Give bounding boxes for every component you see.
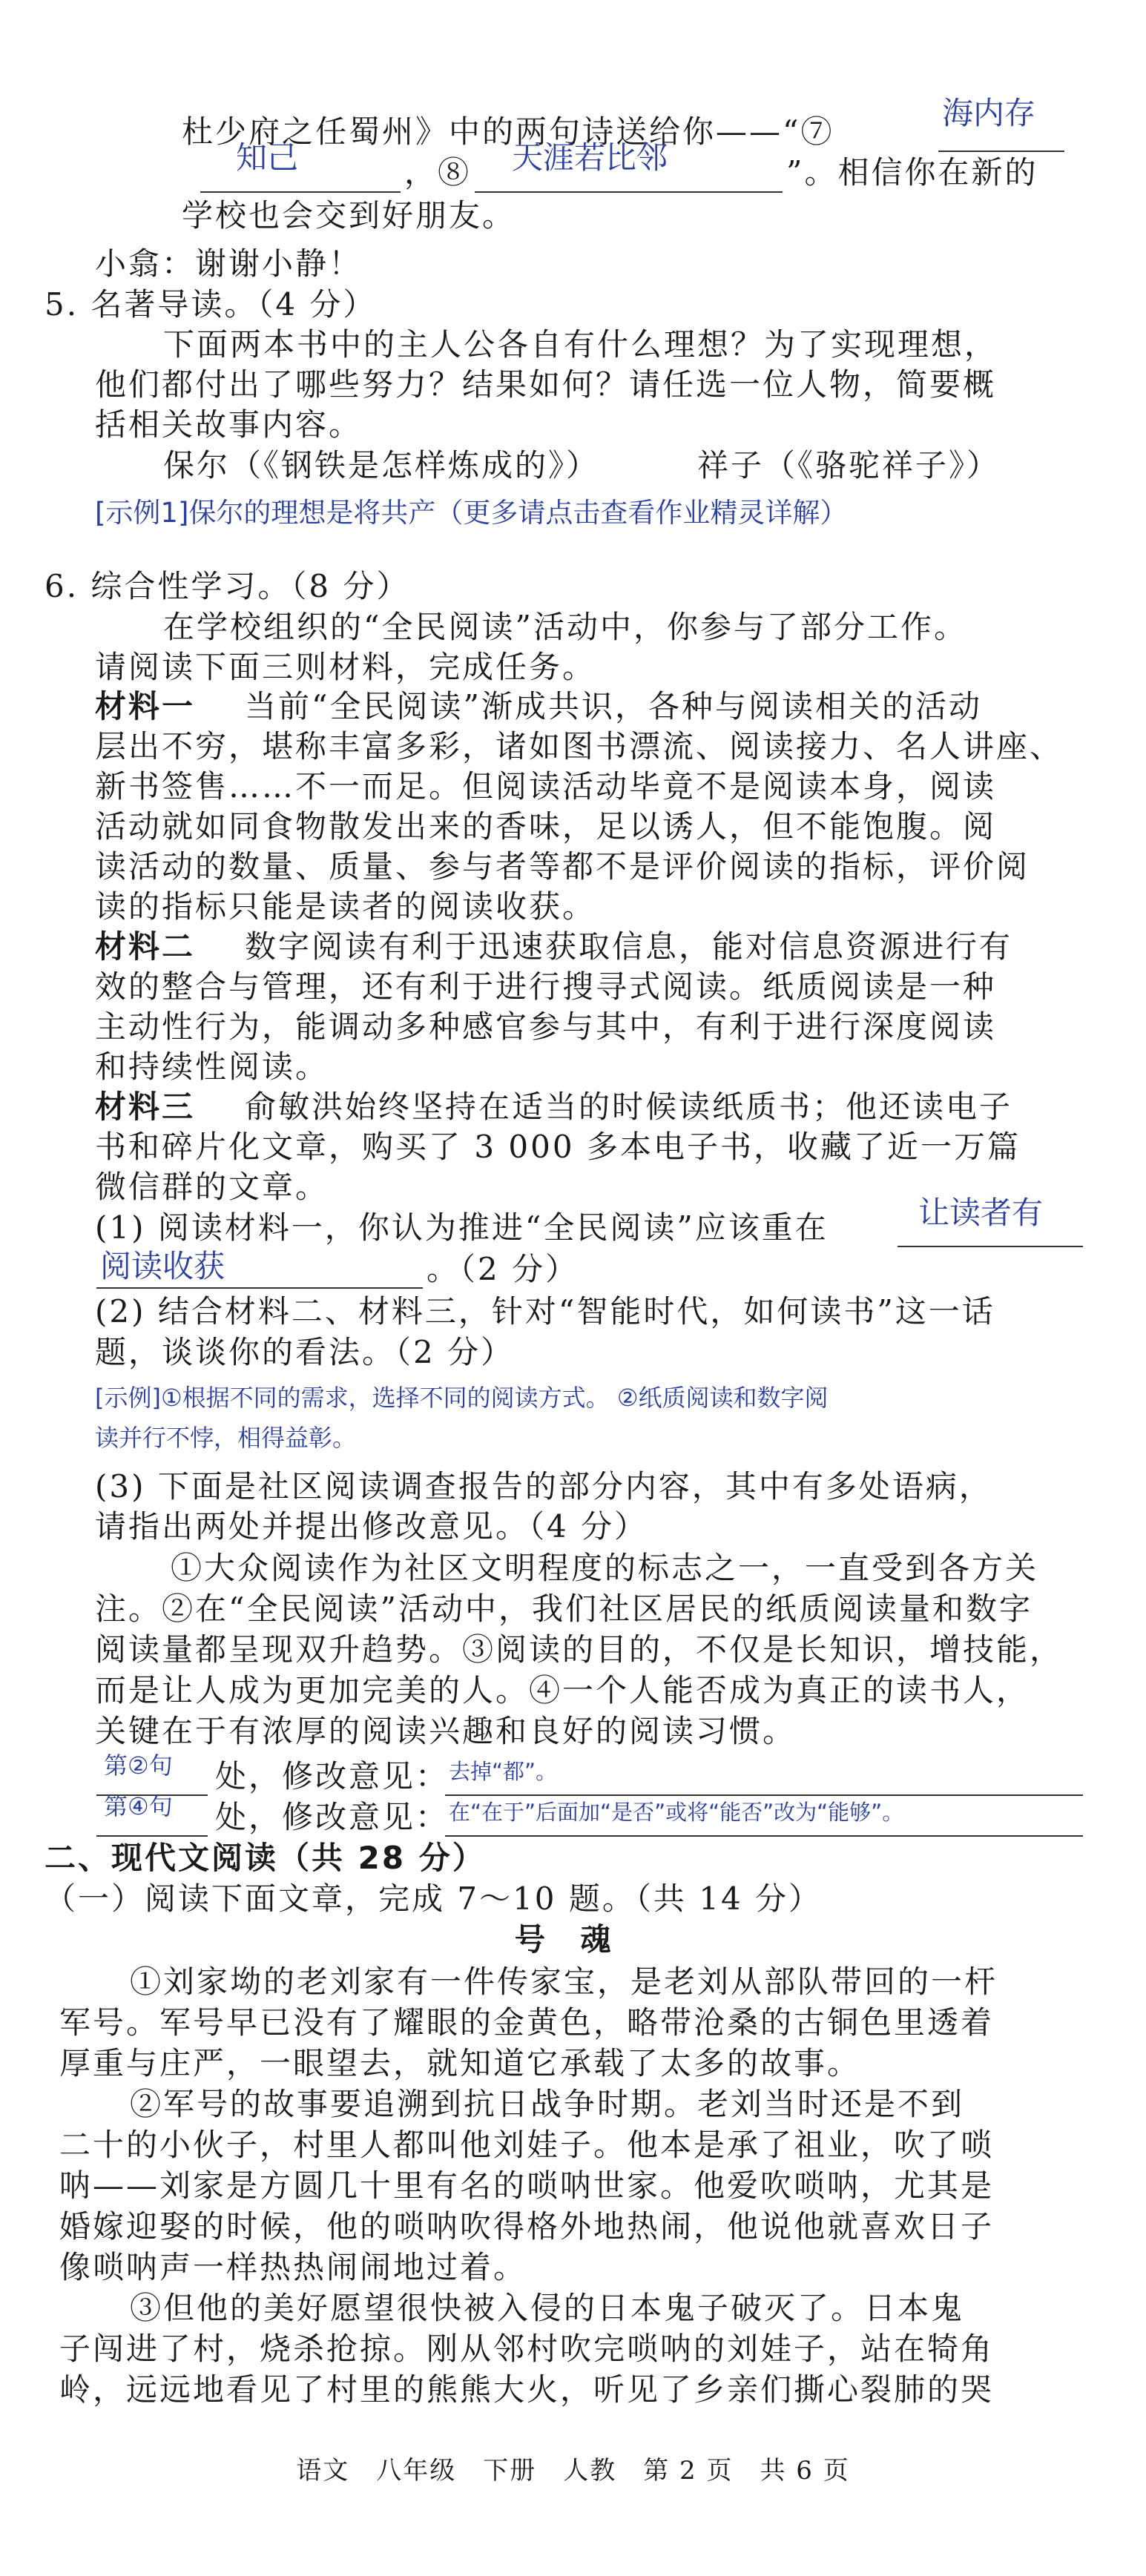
text-line: 主动性行为，能调动多种感官参与其中，有利于进行深度阅读 (95, 1008, 997, 1045)
material-label: 材料二 (95, 928, 196, 965)
text-line: （一）阅读下面文章，完成 7～10 题。（共 14 分） (45, 1880, 823, 1917)
text-line: 请指出两处并提出修改意见。（4 分） (95, 1508, 648, 1545)
text-line: 杜少府之任蜀州》中的两句诗送给你——“⑦ (182, 113, 834, 150)
text-line: ，⑧ (404, 154, 472, 191)
text-line: 处，修改意见： (215, 1758, 449, 1794)
answer-6-3a-fix: 去掉“都”。 (449, 1759, 558, 1784)
text-line: 数字阅读有利于迅速获取信息，能对信息资源进行有 (245, 928, 1013, 965)
text-line: 军号。军号早已没有了耀眼的金黄色，略带沧桑的古铜色里透着 (59, 2004, 995, 2041)
text-line: 二、现代文阅读（共 28 分） (45, 1840, 486, 1876)
text-line: 微信群的文章。 (95, 1169, 329, 1205)
text-line: 和持续性阅读。 (95, 1048, 329, 1085)
text-line: 读活动的数量、质量、参与者等都不是评价阅读的指标，评价阅 (95, 848, 1030, 885)
text-line: 处，修改意见： (215, 1799, 449, 1835)
text-line: ”。相信你在新的 (786, 154, 1038, 191)
answer-6-3b-position: 第④句 (104, 1792, 173, 1820)
answer-6-1a: 让读者有 (918, 1195, 1044, 1231)
text-line: (1) 阅读材料一，你认为推进“全民阅读”应该重在 (95, 1209, 829, 1246)
blank-7b-line (200, 191, 401, 193)
text-line: 当前“全民阅读”渐成共识，各种与阅读相关的活动 (245, 688, 982, 724)
text-line: (3) 下面是社区阅读调查报告的部分内容，其中有多处语病， (95, 1468, 992, 1505)
blank-6-3b-pos-line (96, 1835, 208, 1837)
text-line: 岭，远远地看见了村里的熊熊大火，听见了乡亲们撕心裂肺的哭 (59, 2371, 995, 2408)
text-line: 保尔（《钢铁是怎样炼成的》） (163, 447, 600, 483)
answer-6-3a-position: 第②句 (104, 1751, 173, 1780)
text-line: 在学校组织的“全民阅读”活动中，你参与了部分工作。 (163, 609, 967, 645)
text-line: 题，谈谈你的看法。（2 分） (95, 1334, 515, 1370)
answer-7: 海内存 (942, 95, 1036, 131)
text-line: 注。②在“全民阅读”活动中，我们社区居民的纸质阅读量和数字 (95, 1591, 1033, 1627)
text-line: 学校也会交到好朋友。 (182, 197, 516, 234)
material-label: 材料三 (95, 1089, 196, 1125)
text-line: 小翕：谢谢小静！ (95, 245, 363, 282)
text-line: 关键在于有浓厚的阅读兴趣和良好的阅读习惯。 (95, 1713, 797, 1749)
blank-6-1-line (898, 1246, 1083, 1247)
text-line: 祥子（《骆驼祥子》） (697, 447, 1001, 483)
blank-6-3b-fix-line (445, 1835, 1083, 1837)
text-line: 6. 综合性学习。（8 分） (45, 568, 410, 604)
text-line: ③但他的美好愿望很快被入侵的日本鬼子破灭了。日本鬼 (130, 2290, 965, 2326)
text-line: 层出不穷，堪称丰富多彩，诸如图书漂流、阅读接力、名人讲座、 (95, 728, 1064, 764)
text-line: 厚重与庄严，一眼望去，就知道它承载了太多的故事。 (59, 2045, 861, 2081)
blank-8-line (475, 191, 783, 193)
text-line: (2) 结合材料二、材料三，针对“智能时代，如何读书”这一话 (95, 1293, 995, 1330)
text-line: 书和碎片化文章，购买了 3 000 多本电子书，收藏了近一万篇 (95, 1129, 1021, 1165)
text-line: 5. 名著导读。（4 分） (45, 286, 377, 323)
text-line: 俞敏洪始终坚持在适当的时候读纸质书；他还读电子 (245, 1089, 1013, 1125)
material-label: 材料一 (95, 688, 196, 724)
text-line: 二十的小伙子，村里人都叫他刘娃子。他本是承了祖业，吹了唢 (59, 2127, 995, 2163)
text-line: ①刘家坳的老刘家有一件传家宝，是老刘从部队带回的一杆 (130, 1964, 998, 2000)
text-line: 效的整合与管理，还有利于进行搜寻式阅读。纸质阅读是一种 (95, 968, 997, 1005)
text-line: 读的指标只能是读者的阅读收获。 (95, 888, 596, 925)
text-line: 而是让人成为更加完美的人。④一个人能否成为真正的读书人， (95, 1672, 1030, 1708)
blank-6-1b-line (96, 1287, 423, 1289)
text-line: 活动就如同食物散发出来的香味，足以诱人，但不能饱腹。阅 (95, 808, 997, 845)
answer-5: [示例1]保尔的理想是将共产（更多请点击查看作业精灵详解） (95, 497, 848, 529)
page-footer: 语文 八年级 下册 人教 第 2 页 共 6 页 (296, 2456, 850, 2486)
text-line: 子闯进了村，烧杀抢掠。刚从邻村吹完唢呐的刘娃子，站在犄角 (59, 2331, 995, 2367)
text-line: 阅读量都呈现双升趋势。③阅读的目的，不仅是长知识，增技能， (95, 1631, 1064, 1668)
answer-6-2b: 读并行不悖，相得益彰。 (95, 1424, 357, 1452)
text-line: 下面两本书中的主人公各自有什么理想？为了实现理想， (163, 326, 998, 363)
answer-6-3b-fix: 在“在于”后面加“是否”或将“能否”改为“能够”。 (449, 1800, 904, 1825)
text-line: 像唢呐声一样热热闹闹地过着。 (59, 2249, 527, 2285)
answer-6-1b: 阅读收获 (100, 1248, 225, 1284)
text-line: 新书签售……不一而足。但阅读活动毕竟不是阅读本身，阅读 (95, 768, 997, 805)
article-title: 号 魂 (514, 1921, 613, 1958)
text-line: ①大众阅读作为社区文明程度的标志之一，一直受到各方关 (171, 1550, 1039, 1586)
answer-8: 天涯若比邻 (512, 139, 668, 176)
text-line: 他们都付出了哪些努力？结果如何？请任选一位人物，简要概 (95, 366, 997, 403)
text-line: 。（2 分） (427, 1251, 579, 1287)
text-line: ②军号的故事要追溯到抗日战争时期。老刘当时还是不到 (130, 2086, 965, 2122)
answer-6-2a: [示例]①根据不同的需求，选择不同的阅读方式。 ②纸质阅读和数字阅 (95, 1384, 829, 1412)
text-line: 请阅读下面三则材料，完成任务。 (95, 649, 596, 685)
text-line: 婚嫁迎娶的时候，他的唢呐吹得格外地热闹，他说他就喜欢日子 (59, 2208, 995, 2245)
text-line: 括相关故事内容。 (95, 406, 363, 443)
answer-7b: 知己 (236, 139, 299, 176)
text-line: 呐——刘家是方圆几十里有名的唢呐世家。他爱吹唢呐，尤其是 (59, 2167, 995, 2204)
